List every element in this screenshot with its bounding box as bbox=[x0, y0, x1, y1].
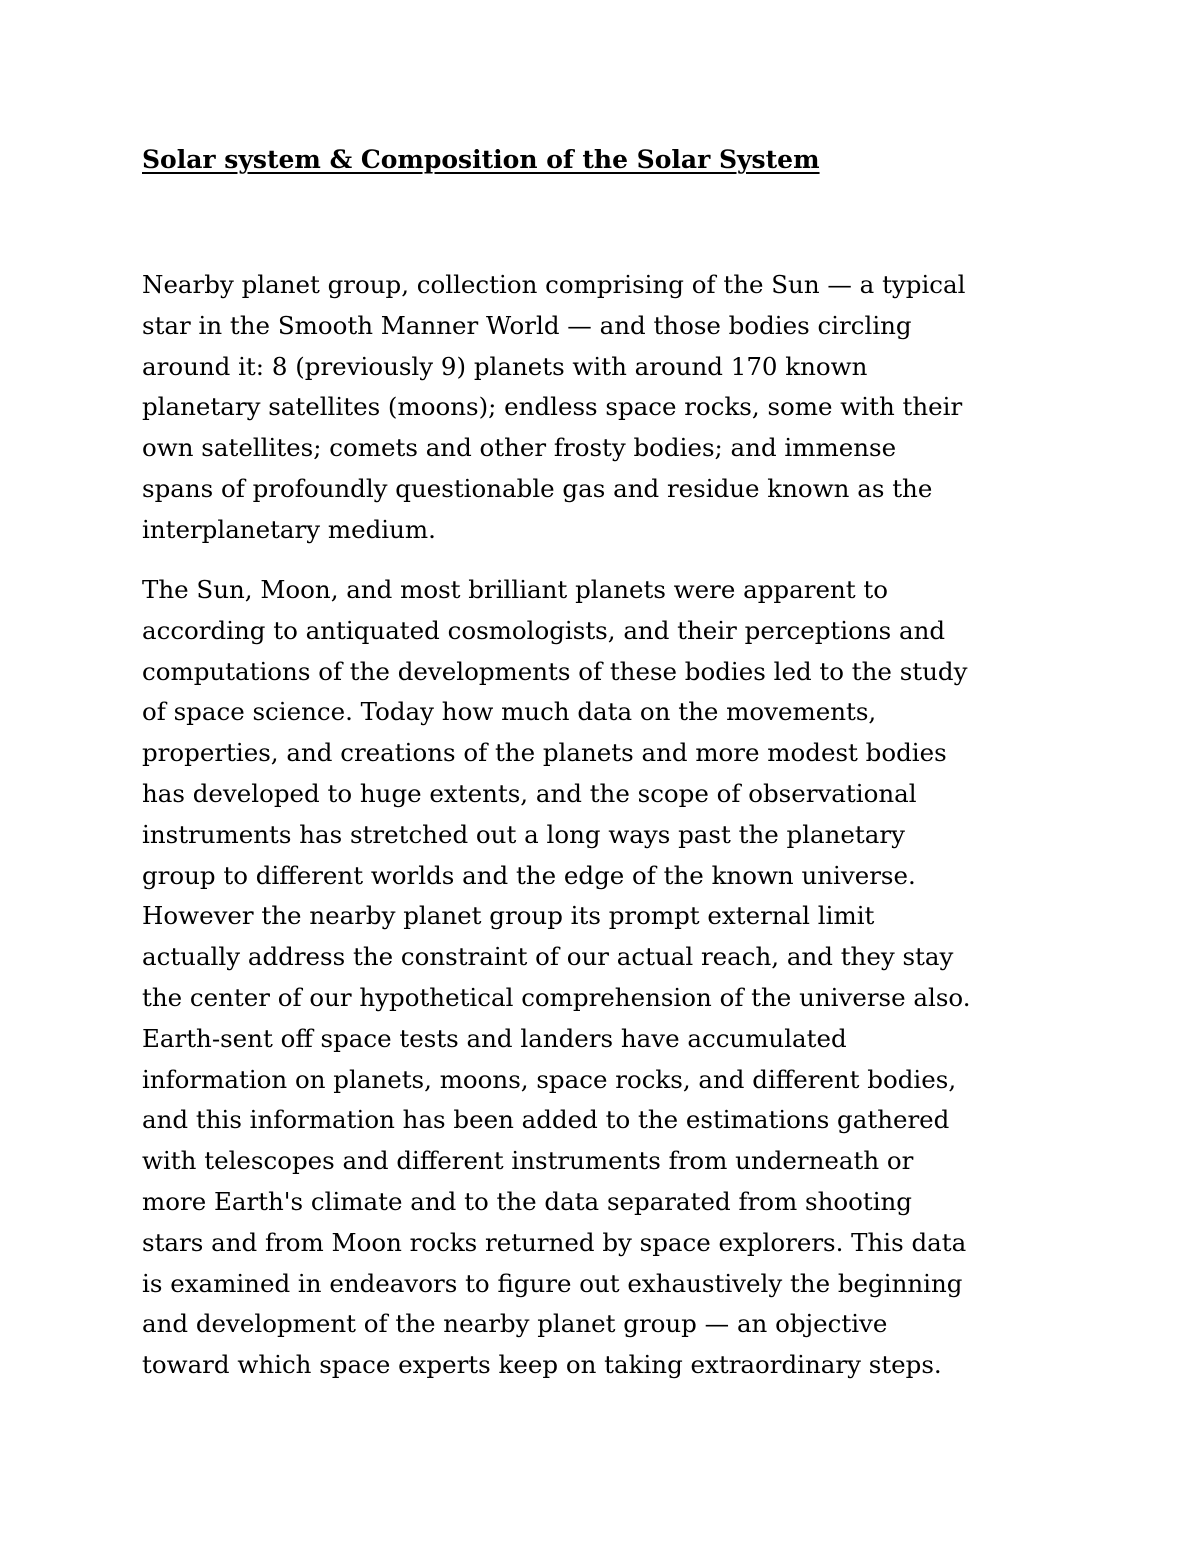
paragraph-line: toward which space experts keep on taking extraordinary steps. bbox=[142, 1350, 942, 1380]
paragraph-line: actually address the constraint of our actual reach, and they stay bbox=[142, 942, 954, 972]
paragraph-line: computations of the developments of these bodies led to the study bbox=[142, 656, 968, 686]
paragraph-line: Nearby planet group, collection comprising of the Sun — a typical bbox=[142, 270, 966, 299]
paragraph-line: The Sun, Moon, and most brilliant planets were apparent to bbox=[142, 575, 888, 604]
paragraph-line: is examined in endeavors to figure out exhaustively the beginning bbox=[142, 1268, 963, 1298]
paragraph-line: group to different worlds and the edge of the known universe. bbox=[142, 860, 916, 890]
paragraph-line: according to antiquated cosmologists, and their perceptions and bbox=[142, 615, 946, 645]
paragraph-line: with telescopes and different instruments from underneath or bbox=[142, 1146, 914, 1176]
paragraph-line: information on planets, moons, space rocks, and different bodies, bbox=[142, 1064, 957, 1094]
paragraph-line: planetary satellites (moons); endless space rocks, some with their bbox=[142, 392, 963, 422]
paragraph-line: interplanetary medium. bbox=[142, 514, 436, 544]
paragraph-line: around it: 8 (previously 9) planets with around 170 known bbox=[142, 351, 868, 381]
paragraph-line: own satellites; comets and other frosty bodies; and immense bbox=[142, 433, 897, 463]
paragraph-line: and this information has been added to the estimations gathered bbox=[142, 1105, 950, 1135]
paragraph-line: However the nearby planet group its prompt external limit bbox=[142, 901, 875, 931]
paragraph-line: has developed to huge extents, and the scope of observational bbox=[142, 778, 917, 808]
paragraph-line: and development of the nearby planet group — an objective bbox=[142, 1309, 888, 1339]
paragraph-line: the center of our hypothetical comprehension of the universe also. bbox=[142, 982, 971, 1012]
paragraph-line: more Earth's climate and to the data separated from shooting bbox=[142, 1186, 912, 1216]
paragraph-line: properties, and creations of the planets and more modest bodies bbox=[142, 738, 947, 768]
paragraph-2 bbox=[142, 570, 1072, 1386]
paragraph-line: instruments has stretched out a long ways past the planetary bbox=[142, 819, 905, 849]
paragraph-line: of space science. Today how much data on the movements, bbox=[142, 697, 877, 727]
paragraph-line: stars and from Moon rocks returned by space explorers. This data bbox=[142, 1227, 967, 1257]
paragraph-1 bbox=[142, 265, 1072, 551]
document-title: Solar system & Composition of the Solar System bbox=[142, 145, 820, 174]
paragraph-line: spans of profoundly questionable gas and residue known as the bbox=[142, 473, 933, 503]
paragraph-line: Earth-sent off space tests and landers have accumulated bbox=[142, 1023, 847, 1053]
paragraph-line: star in the Smooth Manner World — and those bodies circling bbox=[142, 310, 912, 340]
